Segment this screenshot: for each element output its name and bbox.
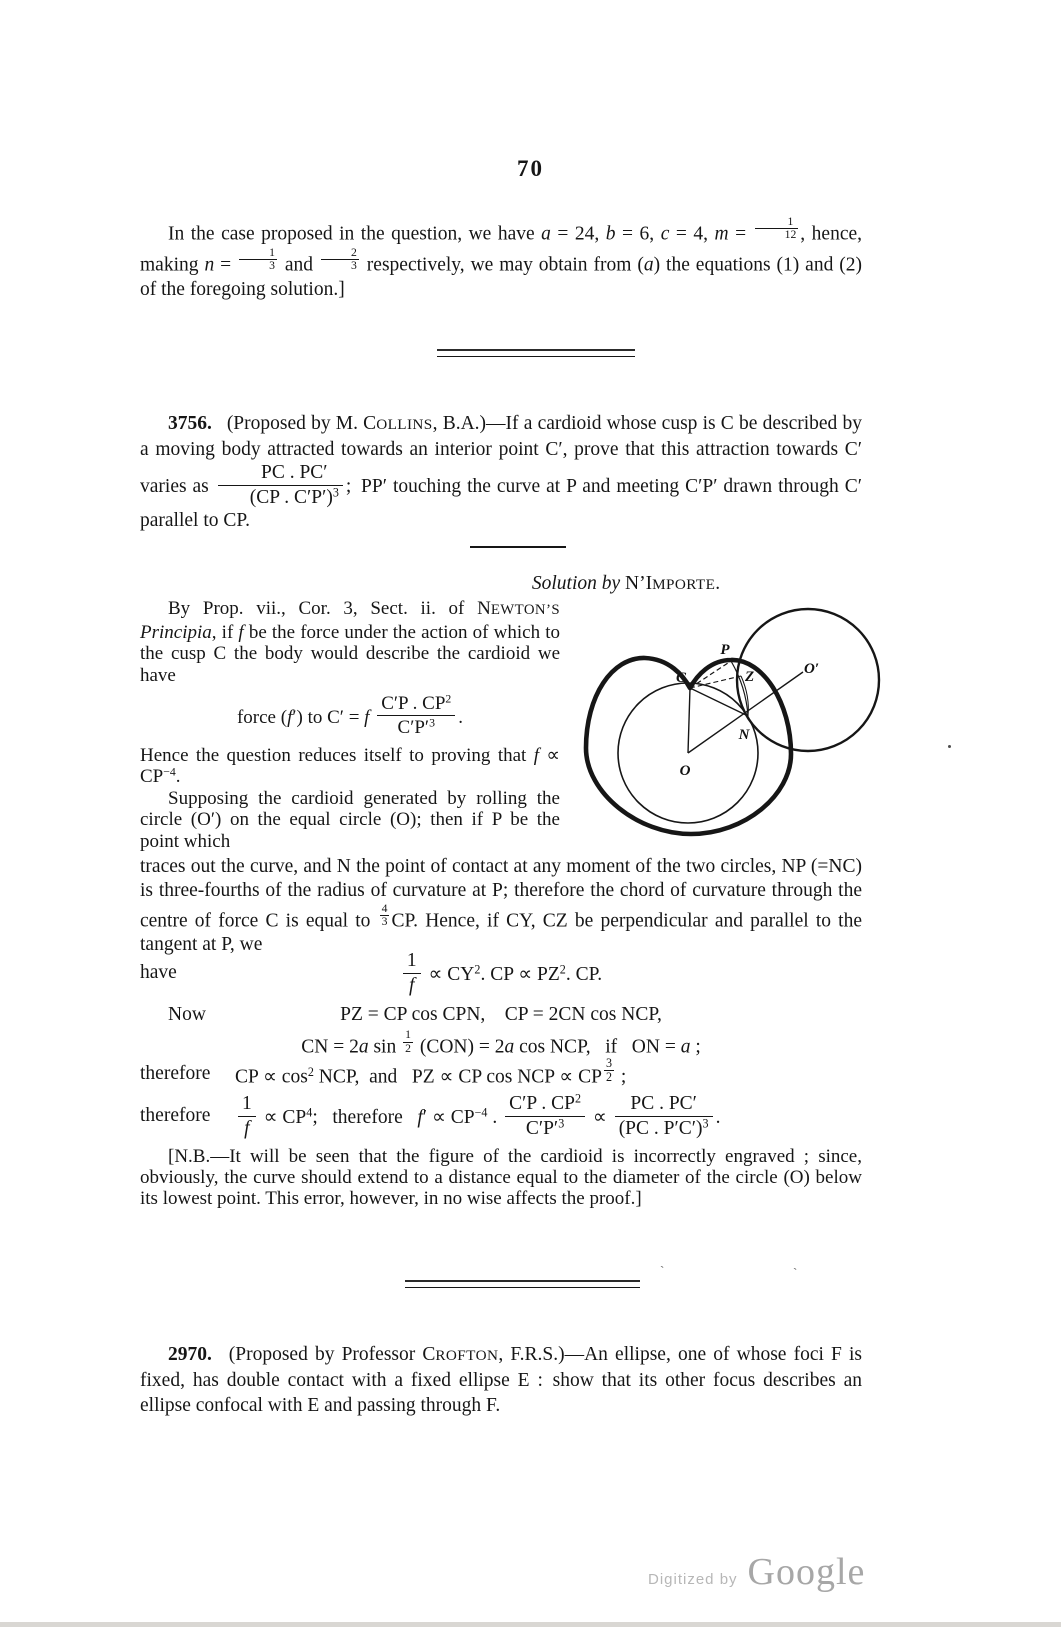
- solution-heading: Solution by N’IMPORTE.: [531, 573, 721, 594]
- equation-now-body: PZ = CP cos CPN, CP = 2CN cos NCP,: [340, 1004, 662, 1025]
- ink-speck: ˋ: [660, 1263, 665, 1278]
- google-watermark: [648, 1550, 865, 1594]
- solution-continuation: traces out the curve, and N the point of contact at any moment of the two circles, NP (=NC) is three-fourths of the radius of curvature at P; therefore the chord of curvature through the centre of force C is equal to $\frac{4}{3}$ CP. Hence, if CY, CZ be perpendicular and parallel to the tangent at P, we: [140, 856, 862, 956]
- solution-paragraph-3: Supposing the cardioid generated by rolling the circle (O′) on the equal circle (O); then if P be the point which: [140, 787, 560, 852]
- equation-now: [140, 1002, 862, 1028]
- figure-label-O: O: [679, 763, 691, 779]
- problem-2970-statement: 2970. (Proposed by Professor CROFTON, F.R.S.)—An ellipse, one of whose foci F is fixed, has double contact with a fixed ellipse E : show that its other focus describes an ellipse confocal with E and passing through F.: [140, 1344, 862, 1416]
- equation-therefore-1: [140, 1056, 862, 1088]
- section-divider-top: [437, 349, 635, 357]
- scan-edge: [0, 1622, 1061, 1627]
- solution-paragraph-1: By Prop. vii., Cor. 3, Sect. ii. of NEWTON’S Principia, if f be the force under the action of which to the cusp C the body would describe the cardioid we have: [140, 598, 560, 686]
- page-number: 70: [517, 156, 544, 181]
- solution-left-column: [140, 598, 560, 852]
- figure-label-P: P: [720, 642, 730, 658]
- solution-paragraph-2: Hence the question reduces itself to proving that $f \propto CP^{-4}$.: [140, 744, 560, 788]
- figure-label-O-prime: O′: [804, 661, 820, 677]
- figure-line-C-O: [688, 688, 690, 753]
- section-divider-bottom: [405, 1280, 640, 1288]
- equation-have-label: have: [140, 962, 177, 983]
- short-rule: [470, 546, 566, 548]
- force-equation: force (f′) to C′ = f $\frac{C'P . CP^2}{C'P'^3}$ .: [236, 692, 464, 739]
- equation-cn: [140, 1028, 862, 1058]
- figure-label-Z: Z: [745, 669, 755, 685]
- equation-therefore-2: [140, 1090, 862, 1142]
- equation-therefore-2-label: therefore: [140, 1105, 211, 1126]
- ink-speck: ˋ: [793, 1265, 798, 1280]
- google-logo: Google: [747, 1551, 866, 1593]
- digitized-by-label: Digitized by: [648, 1571, 738, 1588]
- equation-therefore-1-body: CP ∝ $\cos^2$ NCP, and PZ ∝ CP cos NCP ∝ CP $^{\frac{3}{2}}$ ;: [235, 1056, 627, 1088]
- figure-circle-O-prime: [737, 609, 879, 751]
- nb-note: [N.B.—It will be seen that the figure of the cardioid is incorrectly engraved ; since, obviously, the curve should extend to a distance equal to the diameter of the circle (O) below its lowest point. This error, however, in no wise affects the proof.]: [140, 1146, 862, 1209]
- equation-therefore-2-body: $\frac{1}{f}$ ∝ $CP^4$; therefore $f' \propto CP^{-4}$ . $\frac{C'P . CP^2}{C'P'^3}$ ∝ $\frac{PC . PC'}{(PC . P'C')^3}$ .: [235, 1093, 720, 1140]
- figure-label-N: N: [738, 727, 750, 743]
- equation-have: [140, 950, 862, 996]
- intro-paragraph: In the case proposed in the question, we have a = 24, b = 6, c = 4, m = $\frac{1}{12}$ , hence, making n = $\frac{1}{3}$ and $\frac{2}{3}$ respectively, we may obtain from (a) the equations (1) and (2) of the foregoing solution.]: [140, 215, 863, 300]
- equation-have-body: $\frac{1}{f}$ ∝ $CY^2$. CP ∝ $PZ^2$. CP.: [400, 950, 602, 997]
- equation-now-label: Now: [168, 1004, 206, 1025]
- figure-label-C: C: [675, 670, 686, 686]
- cardioid-figure-svg: [552, 592, 924, 848]
- equation-therefore-1-label: therefore: [140, 1063, 211, 1084]
- problem-3756-statement: 3756. (Proposed by M. COLLINS, B.A.)—If a cardioid whose cusp is C be described by a moving body attracted towards an interior point C′, prove that this attraction towards C′ varies as $\frac{PC . PC'}{(CP . C'P')^3}$ ; PP′ touching the curve at P and meeting C′P′ drawn through C′ parallel to CP.: [140, 413, 862, 531]
- ink-speck: [948, 745, 951, 748]
- cardioid-figure: [552, 592, 924, 848]
- equation-cn-body: CN = 2a sin $\frac{1}{2}$ (CON) = 2a cos NCP, if ON = a ;: [301, 1028, 701, 1058]
